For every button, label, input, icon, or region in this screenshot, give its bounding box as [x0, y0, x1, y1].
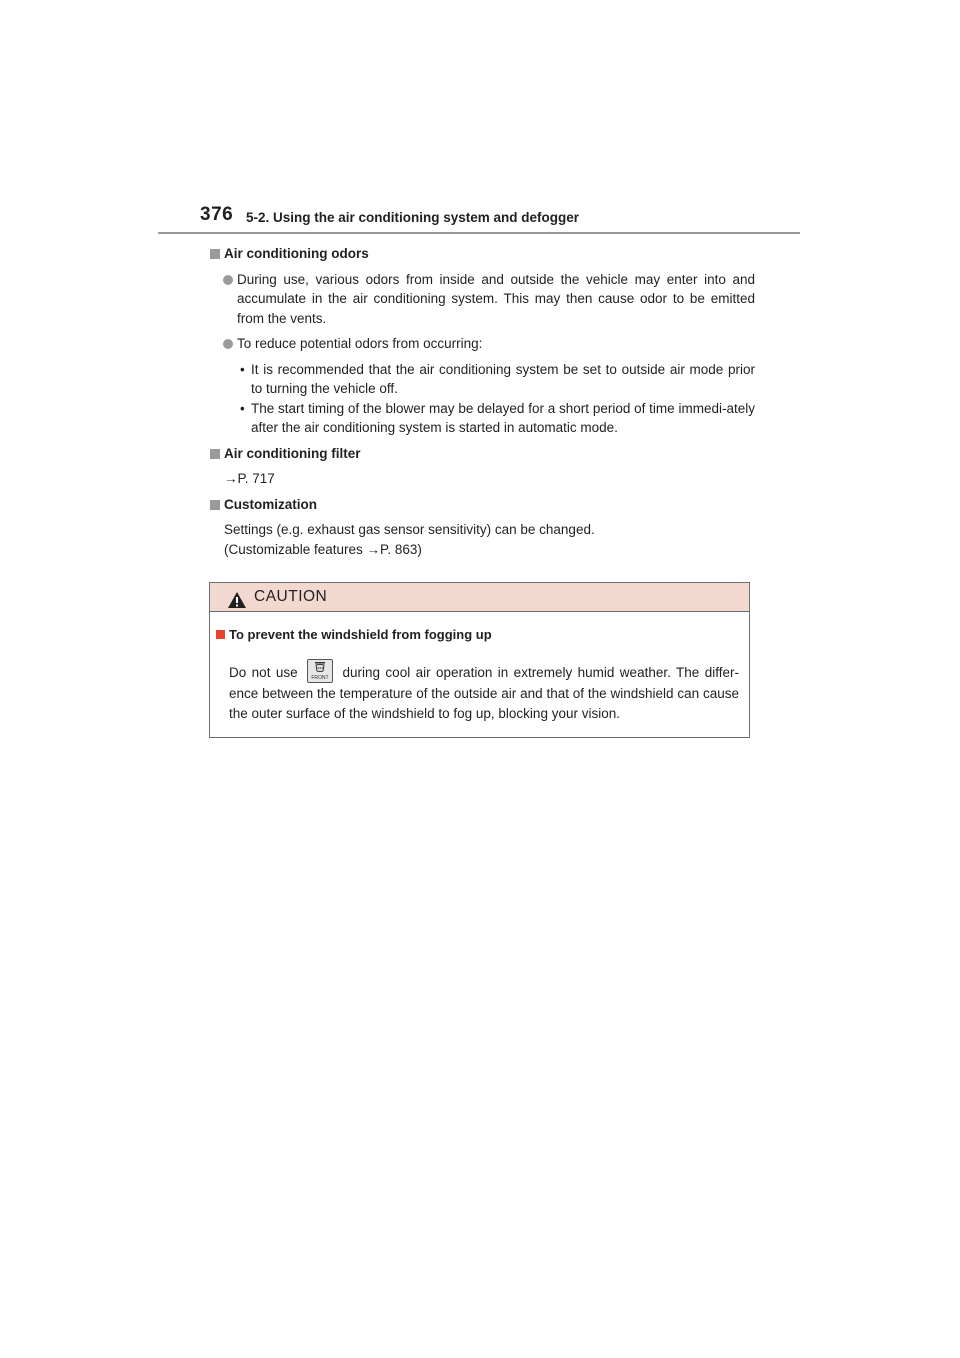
square-bullet-icon	[216, 630, 225, 639]
warning-triangle-icon	[227, 591, 247, 609]
square-bullet-icon	[210, 500, 220, 510]
filter-reference[interactable]: →P. 717	[224, 471, 275, 486]
customization-text: Settings (e.g. exhaust gas sensor sensitivity) can be changed.	[224, 522, 595, 537]
square-bullet-icon	[210, 449, 220, 459]
header-rule	[158, 232, 800, 234]
customization-reference[interactable]: (Customizable features →P. 863)	[224, 541, 422, 557]
small-dot-icon: •	[240, 400, 245, 416]
heading-customization: Customization	[210, 495, 755, 515]
caution-label: CAUTION	[254, 588, 328, 605]
bullet-odors-2: To reduce potential odors from occurring:	[210, 334, 755, 354]
round-bullet-icon	[223, 275, 233, 285]
subbullet-odors-2: • The start timing of the blower may be delayed for a short period of time immedi-ately after the air conditioning system is started in automatic mode.	[240, 400, 755, 435]
heading-filter: Air conditioning filter	[210, 444, 755, 464]
front-defogger-icon	[307, 659, 333, 683]
square-bullet-icon	[210, 249, 220, 259]
caution-box	[209, 582, 750, 738]
small-dot-icon: •	[240, 361, 245, 377]
front-button-label: FRONT	[311, 675, 329, 681]
main-content	[210, 244, 755, 559]
section-title: 5-2. Using the air conditioning system and defogger	[246, 210, 580, 225]
caution-header	[210, 583, 749, 612]
round-bullet-icon	[223, 339, 233, 349]
bullet-odors-1: During use, various odors from inside and outside the vehicle may enter into and accumulate in the air conditioning system. This may then cause odor to be emitted from the vents.	[210, 270, 755, 329]
heading-odors: Air conditioning odors	[210, 244, 755, 264]
caution-title: To prevent the windshield from fogging up	[216, 627, 492, 642]
subbullet-odors-1: • It is recommended that the air conditioning system be set to outside air mode prior to turning the vehicle off.	[240, 361, 755, 396]
caution-body: Do not use FRONT during cool air operation in extremely humid weather. The differ-ence between the temperature of the outside air and that of the windshield can cause the outer surface of the windshield to fog up, blocking your vision.	[229, 659, 739, 725]
page-number: 376	[200, 204, 234, 225]
